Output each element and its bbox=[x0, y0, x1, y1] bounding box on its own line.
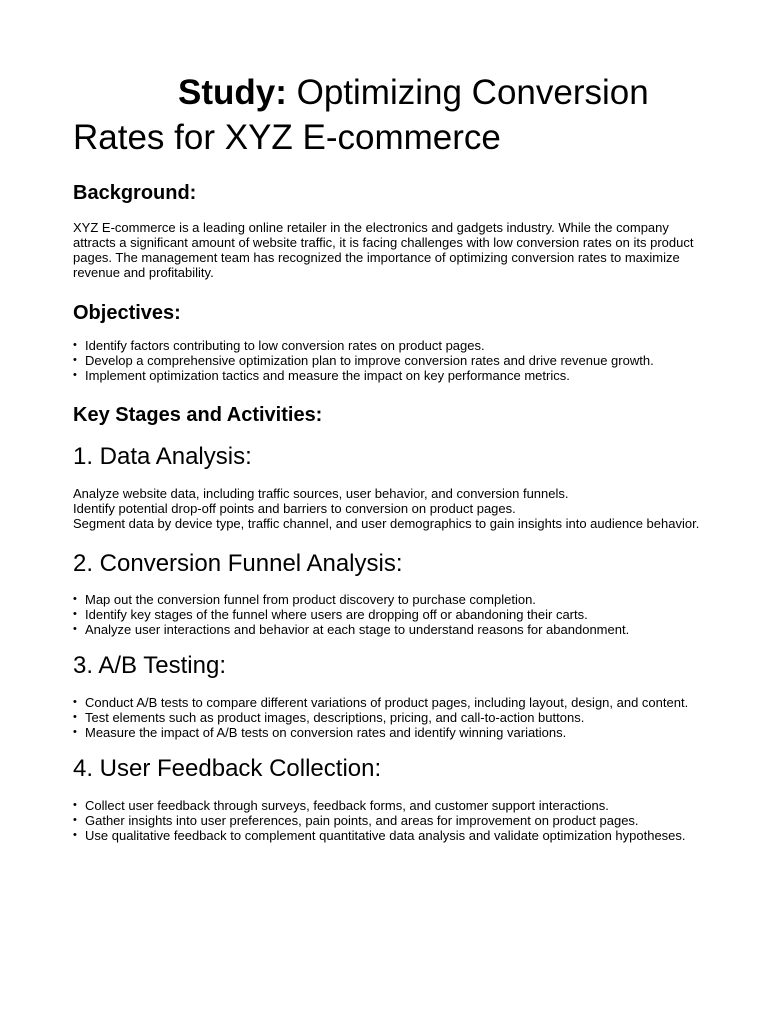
list-item: • Develop a comprehensive optimization plan to improve conversion rates and drive revenue growth. bbox=[73, 353, 708, 368]
objectives-list bbox=[73, 338, 708, 383]
stage-3-heading: 3. A/B Testing: bbox=[73, 652, 226, 679]
list-item: • Gather insights into user preferences, pain points, and areas for improvement on product pages. bbox=[73, 813, 708, 828]
list-item: • Analyze user interactions and behavior at each stage to understand reasons for abandonment. bbox=[73, 622, 708, 637]
stage-4-list bbox=[73, 798, 708, 843]
key-stages-heading: Key Stages and Activities: bbox=[73, 404, 323, 426]
list-item: • Measure the impact of A/B tests on conversion rates and identify winning variations. bbox=[73, 725, 708, 740]
list-item: • Identify key stages of the funnel where users are dropping off or abandoning their carts. bbox=[73, 607, 708, 622]
stage-2-heading: 2. Conversion Funnel Analysis: bbox=[73, 550, 403, 577]
list-item: • Use qualitative feedback to complement quantitative data analysis and validate optimization hypotheses. bbox=[73, 828, 708, 843]
stage-1-lines bbox=[73, 486, 708, 531]
text-line: Identify potential drop-off points and barriers to conversion on product pages. bbox=[73, 501, 516, 516]
stage-4-heading: 4. User Feedback Collection: bbox=[73, 755, 382, 782]
background-paragraph: XYZ E-commerce is a leading online retailer in the electronics and gadgets industry. While the company attracts a significant amount of website traffic, it is facing challenges with low conversion rates on its product pages. The management team has recognized the importance of optimizing conversion rates to maximize revenue and profitability. bbox=[73, 220, 694, 280]
list-item: • Identify factors contributing to low conversion rates on product pages. bbox=[73, 338, 708, 353]
objectives-heading: Objectives: bbox=[73, 302, 181, 324]
list-item: • Test elements such as product images, descriptions, pricing, and call-to-action buttons. bbox=[73, 710, 708, 725]
list-item: • Conduct A/B tests to compare different variations of product pages, including layout, design, and content. bbox=[73, 695, 708, 710]
title-bold-part: Study: bbox=[178, 73, 287, 112]
stage-1-heading: 1. Data Analysis: bbox=[73, 443, 252, 470]
text-line: Analyze website data, including traffic sources, user behavior, and conversion funnels. bbox=[73, 486, 569, 501]
background-heading: Background: bbox=[73, 182, 197, 204]
stage-2-list bbox=[73, 592, 708, 637]
stage-3-list bbox=[73, 695, 708, 740]
list-item: • Implement optimization tactics and measure the impact on key performance metrics. bbox=[73, 368, 708, 383]
list-item: • Collect user feedback through surveys, feedback forms, and customer support interactions. bbox=[73, 798, 708, 813]
text-line: Segment data by device type, traffic channel, and user demographics to gain insights into audience behavior. bbox=[73, 516, 700, 531]
list-item: • Map out the conversion funnel from product discovery to purchase completion. bbox=[73, 592, 708, 607]
page-title bbox=[73, 0, 708, 160]
title-rest: Optimizing Conversion Rates for XYZ E-commerce bbox=[73, 73, 649, 157]
